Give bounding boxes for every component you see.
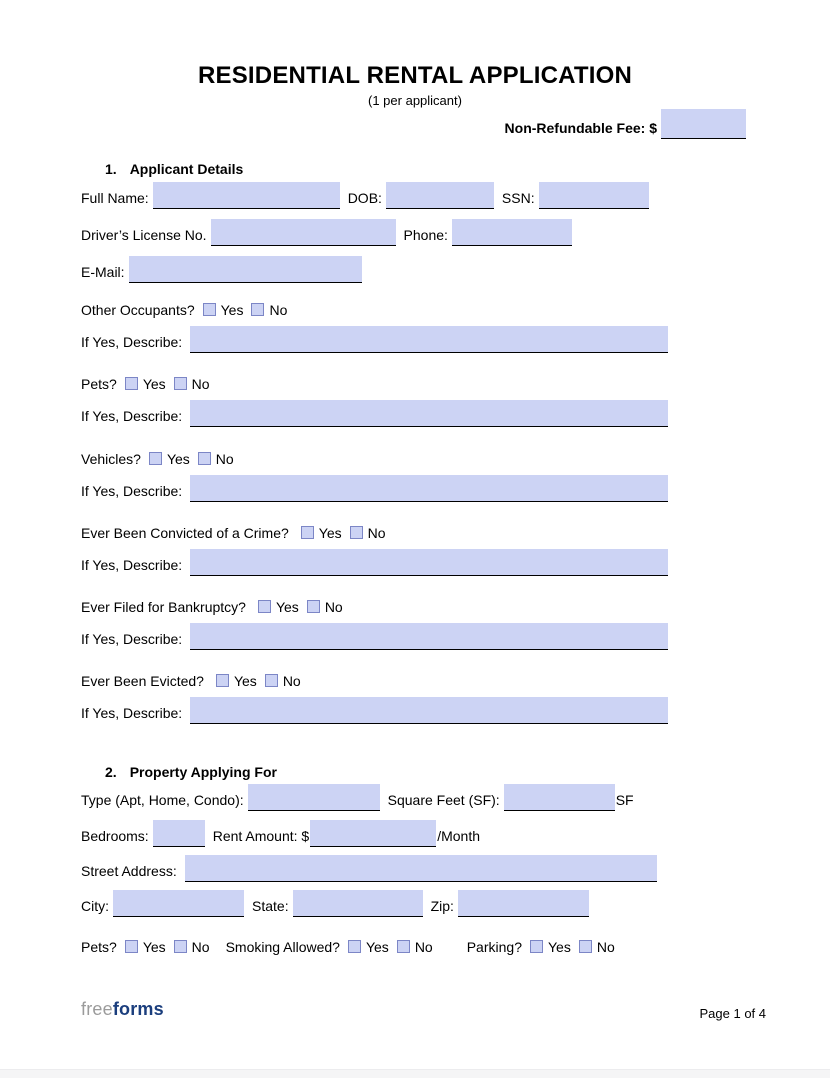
- pets-no-label: No: [191, 376, 210, 392]
- pets-describe-input[interactable]: [190, 400, 668, 427]
- pets-describe-row: [81, 400, 668, 427]
- drivers-license-input[interactable]: [211, 219, 396, 246]
- evicted-describe-row: [81, 697, 668, 724]
- vehicles-no-checkbox[interactable]: [198, 452, 211, 465]
- drivers-license-label: Driver’s License No.: [81, 227, 207, 243]
- smoking-no-label: No: [414, 939, 433, 955]
- vehicles-label: Vehicles?: [81, 451, 141, 467]
- vehicles-yes-checkbox[interactable]: [149, 452, 162, 465]
- ssn-label: SSN:: [501, 190, 535, 206]
- zip-label: Zip:: [430, 898, 454, 914]
- square-feet-input[interactable]: [504, 784, 615, 811]
- state-input[interactable]: [293, 890, 423, 917]
- convicted-no-checkbox[interactable]: [350, 526, 363, 539]
- bankruptcy-describe-label: If Yes, Describe:: [81, 631, 183, 647]
- vehicles-describe-input[interactable]: [190, 475, 668, 502]
- pets-yes-checkbox[interactable]: [125, 377, 138, 390]
- dob-label: DOB:: [347, 190, 382, 206]
- convicted-label: Ever Been Convicted of a Crime?: [81, 525, 289, 541]
- section-property-number: 2.: [105, 764, 117, 780]
- evicted-describe-input[interactable]: [190, 697, 668, 724]
- smoking-label: Smoking Allowed?: [225, 939, 340, 955]
- property-pets-yes-checkbox[interactable]: [125, 940, 138, 953]
- bankruptcy-no-checkbox[interactable]: [307, 600, 320, 613]
- vehicles-question-row: [81, 450, 234, 468]
- pets-yes-label: Yes: [142, 376, 166, 392]
- property-pets-label: Pets?: [81, 939, 117, 955]
- pets-no-checkbox[interactable]: [174, 377, 187, 390]
- bankruptcy-label: Ever Filed for Bankruptcy?: [81, 599, 246, 615]
- evicted-label: Ever Been Evicted?: [81, 673, 204, 689]
- property-options-row: [81, 938, 615, 956]
- email-label: E-Mail:: [81, 264, 125, 280]
- section-property-heading: [105, 764, 277, 780]
- parking-no-checkbox[interactable]: [579, 940, 592, 953]
- property-pets-no-checkbox[interactable]: [174, 940, 187, 953]
- other-occupants-question-row: [81, 301, 287, 319]
- other-occupants-describe-input[interactable]: [190, 326, 668, 353]
- state-label: State:: [252, 898, 289, 914]
- other-occupants-no-checkbox[interactable]: [251, 303, 264, 316]
- convicted-yes-label: Yes: [318, 525, 342, 541]
- page-subtitle: (1 per applicant): [368, 93, 462, 108]
- bedrooms-rent-row: [81, 820, 480, 847]
- smoking-yes-checkbox[interactable]: [348, 940, 361, 953]
- other-occupants-describe-label: If Yes, Describe:: [81, 334, 183, 350]
- type-input[interactable]: [248, 784, 380, 811]
- parking-yes-label: Yes: [547, 939, 571, 955]
- property-pets-no-label: No: [191, 939, 210, 955]
- square-feet-label: Square Feet (SF):: [387, 792, 500, 808]
- parking-no-label: No: [596, 939, 615, 955]
- other-occupants-describe-row: [81, 326, 668, 353]
- convicted-describe-row: [81, 549, 668, 576]
- evicted-describe-label: If Yes, Describe:: [81, 705, 183, 721]
- property-pets-yes-label: Yes: [142, 939, 166, 955]
- bankruptcy-no-label: No: [324, 599, 343, 615]
- ssn-input[interactable]: [539, 182, 649, 209]
- email-input[interactable]: [129, 256, 362, 283]
- full-name-row: [81, 182, 649, 209]
- drivers-license-row: [81, 219, 572, 246]
- vehicles-no-label: No: [215, 451, 234, 467]
- bankruptcy-describe-row: [81, 623, 668, 650]
- page-bottom-edge: [0, 1069, 830, 1078]
- section-applicant-number: 1.: [105, 161, 117, 177]
- email-row: [81, 256, 362, 283]
- convicted-describe-label: If Yes, Describe:: [81, 557, 183, 573]
- brand-forms-text: forms: [112, 999, 164, 1019]
- evicted-yes-checkbox[interactable]: [216, 674, 229, 687]
- page-indicator: Page 1 of 4: [699, 1006, 766, 1021]
- smoking-no-checkbox[interactable]: [397, 940, 410, 953]
- smoking-yes-label: Yes: [365, 939, 389, 955]
- vehicles-yes-label: Yes: [166, 451, 190, 467]
- fee-row: [505, 109, 746, 139]
- brand-free-text: free: [81, 999, 113, 1019]
- evicted-yes-label: Yes: [233, 673, 257, 689]
- convicted-yes-checkbox[interactable]: [301, 526, 314, 539]
- page-title: RESIDENTIAL RENTAL APPLICATION: [197, 62, 632, 89]
- city-state-zip-row: [81, 890, 589, 917]
- bankruptcy-describe-input[interactable]: [190, 623, 668, 650]
- sf-suffix-label: SF: [615, 792, 634, 808]
- convicted-describe-input[interactable]: [190, 549, 668, 576]
- phone-label: Phone:: [403, 227, 448, 243]
- evicted-question-row: [81, 672, 301, 690]
- bankruptcy-yes-label: Yes: [275, 599, 299, 615]
- fee-input[interactable]: [661, 109, 746, 139]
- section-property-title: Property Applying For: [129, 764, 277, 780]
- other-occupants-yes-checkbox[interactable]: [203, 303, 216, 316]
- section-applicant-title: Applicant Details: [129, 161, 244, 177]
- type-label: Type (Apt, Home, Condo):: [81, 792, 244, 808]
- city-label: City:: [81, 898, 109, 914]
- pets-label: Pets?: [81, 376, 117, 392]
- rent-amount-input[interactable]: [310, 820, 436, 847]
- type-row: [81, 784, 634, 811]
- convicted-question-row: [81, 524, 386, 542]
- bankruptcy-question-row: [81, 598, 343, 616]
- zip-input[interactable]: [458, 890, 589, 917]
- street-address-row: [81, 855, 657, 882]
- bedrooms-input[interactable]: [153, 820, 205, 847]
- street-address-label: Street Address:: [81, 863, 177, 879]
- evicted-no-checkbox[interactable]: [265, 674, 278, 687]
- freeforms-logo: [81, 999, 164, 1020]
- other-occupants-yes-label: Yes: [220, 302, 244, 318]
- evicted-no-label: No: [282, 673, 301, 689]
- phone-input[interactable]: [452, 219, 572, 246]
- bankruptcy-yes-checkbox[interactable]: [258, 600, 271, 613]
- section-applicant-heading: [105, 161, 243, 177]
- other-occupants-no-label: No: [269, 302, 288, 318]
- full-name-label: Full Name:: [81, 190, 149, 206]
- dob-input[interactable]: [386, 182, 494, 209]
- city-input[interactable]: [113, 890, 244, 917]
- fee-label: Non-Refundable Fee: $: [504, 120, 657, 136]
- bedrooms-label: Bedrooms:: [81, 828, 149, 844]
- parking-yes-checkbox[interactable]: [530, 940, 543, 953]
- vehicles-describe-label: If Yes, Describe:: [81, 483, 183, 499]
- full-name-input[interactable]: [153, 182, 340, 209]
- vehicles-describe-row: [81, 475, 668, 502]
- pets-question-row: [81, 375, 210, 393]
- pets-describe-label: If Yes, Describe:: [81, 408, 183, 424]
- convicted-no-label: No: [367, 525, 386, 541]
- rent-amount-label: Rent Amount: $: [212, 828, 310, 844]
- street-address-input[interactable]: [185, 855, 657, 882]
- rent-suffix-label: /Month: [437, 828, 481, 844]
- parking-label: Parking?: [466, 939, 522, 955]
- other-occupants-label: Other Occupants?: [81, 302, 195, 318]
